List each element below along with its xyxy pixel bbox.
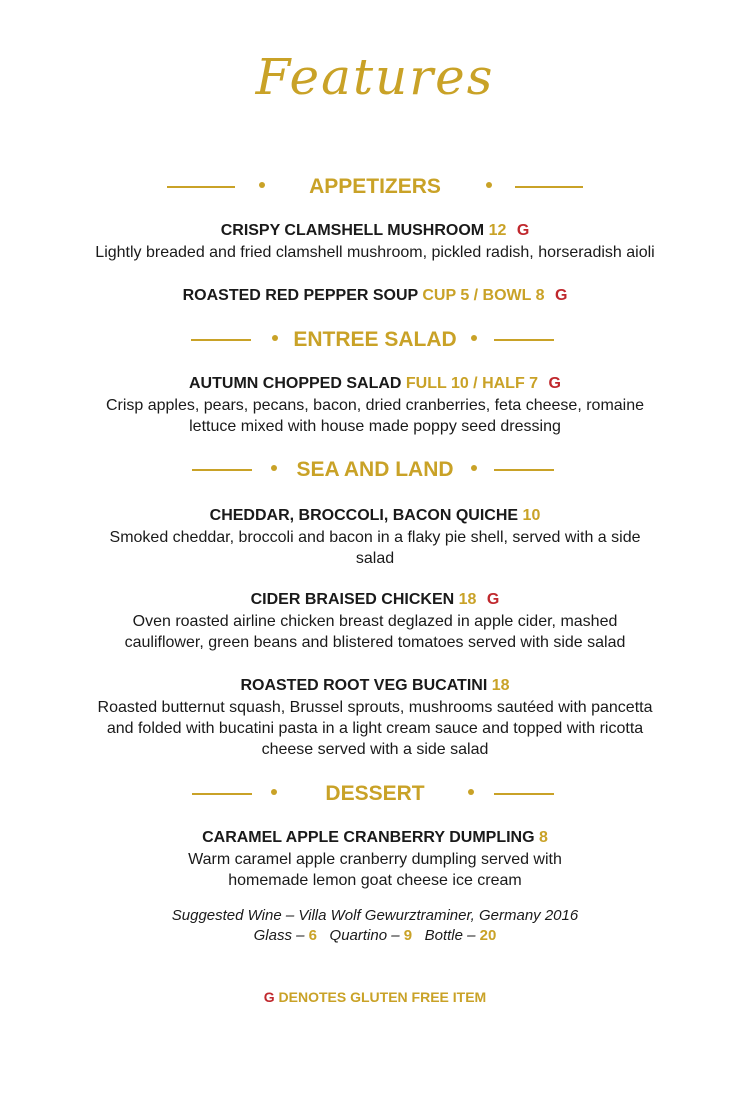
menu-item-chicken	[0, 589, 750, 653]
item-name-line	[0, 589, 750, 611]
gluten-free-marker: G	[516, 222, 530, 239]
item-price: 8	[539, 829, 548, 846]
menu-item-quiche	[0, 505, 750, 569]
item-price: 12	[488, 222, 507, 239]
item-name: CHEDDAR, BROCCOLI, BACON QUICHE	[209, 507, 519, 524]
section-header-dessert	[0, 779, 750, 809]
item-price: 18	[491, 677, 510, 694]
section-title: ENTREE SALAD	[293, 328, 457, 351]
gluten-free-marker: G	[263, 989, 275, 1005]
item-price: 10	[522, 507, 541, 524]
menu-item-mushroom	[0, 220, 750, 263]
bottle-label: Bottle –	[424, 927, 476, 944]
divider-dot	[471, 335, 477, 341]
item-name: ROASTED ROOT VEG BUCATINI	[240, 677, 488, 694]
wine-suggestion	[0, 906, 750, 946]
divider-dot	[471, 465, 477, 471]
item-name-line	[0, 220, 750, 242]
item-name: AUTUMN CHOPPED SALAD	[189, 375, 402, 392]
divider-line	[494, 469, 554, 471]
item-description: cheese served with a side salad	[261, 741, 489, 758]
item-description: Crisp apples, pears, pecans, bacon, dried cranberries, feta cheese, romaine	[105, 397, 645, 414]
menu-item-salad	[0, 373, 750, 437]
legend-text: DENOTES GLUTEN FREE ITEM	[278, 989, 487, 1005]
section-title: DESSERT	[325, 782, 425, 805]
item-name-line	[0, 505, 750, 527]
item-name-line	[0, 285, 750, 307]
item-description: and folded with bucatini pasta in a light cream sauce and topped with ricotta	[106, 720, 644, 737]
item-description: Roasted butternut squash, Brussel sprouts, mushrooms sautéed with pancetta	[97, 699, 653, 716]
divider-line	[494, 339, 554, 341]
section-title: APPETIZERS	[309, 175, 441, 198]
item-description: Smoked cheddar, broccoli and bacon in a flaky pie shell, served with a side	[109, 529, 641, 546]
glass-price: 6	[308, 927, 318, 944]
divider-dot	[486, 182, 492, 188]
glass-label: Glass –	[253, 927, 305, 944]
item-name-line	[0, 373, 750, 395]
divider-line	[515, 186, 583, 188]
item-description: Oven roasted airline chicken breast deglazed in apple cider, mashed	[132, 613, 618, 630]
item-price: FULL 10 / HALF 7	[405, 375, 539, 392]
item-name-line	[0, 827, 750, 849]
item-name: CARAMEL APPLE CRANBERRY DUMPLING	[202, 829, 535, 846]
gluten-free-marker: G	[486, 591, 500, 608]
item-description: homemade lemon goat cheese ice cream	[228, 872, 522, 889]
item-name: ROASTED RED PEPPER SOUP	[182, 287, 418, 304]
gluten-free-marker: G	[548, 375, 561, 392]
item-description: Warm caramel apple cranberry dumpling served with	[188, 851, 562, 868]
section-header-entree-salad	[0, 325, 750, 355]
item-price: 18	[458, 591, 477, 608]
item-description: cauliflower, green beans and blistered tomatoes served with side salad	[124, 634, 626, 651]
wine-prices	[0, 926, 750, 946]
divider-dot	[468, 789, 474, 795]
item-name: CRISPY CLAMSHELL MUSHROOM	[220, 222, 485, 239]
quartino-price: 9	[403, 927, 413, 944]
section-title: SEA AND LAND	[296, 458, 454, 481]
item-name: CIDER BRAISED CHICKEN	[250, 591, 455, 608]
divider-line	[494, 793, 554, 795]
menu-item-dumpling	[0, 827, 750, 891]
item-description: lettuce mixed with house made poppy seed dressing	[189, 418, 561, 435]
gluten-free-marker: G	[554, 287, 568, 304]
gluten-free-legend	[0, 987, 750, 1007]
menu-item-soup	[0, 285, 750, 307]
item-name-line	[0, 675, 750, 697]
wine-name: Suggested Wine – Villa Wolf Gewurztraminer, Germany 2016	[171, 907, 579, 924]
menu-item-bucatini	[0, 675, 750, 760]
item-description: Lightly breaded and fried clamshell mushroom, pickled radish, horseradish aioli	[95, 244, 655, 261]
bottle-price: 20	[479, 927, 497, 944]
section-header-sea-and-land	[0, 455, 750, 485]
item-description: salad	[355, 550, 395, 567]
section-header-appetizers	[0, 172, 750, 202]
quartino-label: Quartino –	[329, 927, 400, 944]
page-title: Features	[255, 48, 495, 106]
item-price: CUP 5 / BOWL 8	[422, 287, 545, 304]
